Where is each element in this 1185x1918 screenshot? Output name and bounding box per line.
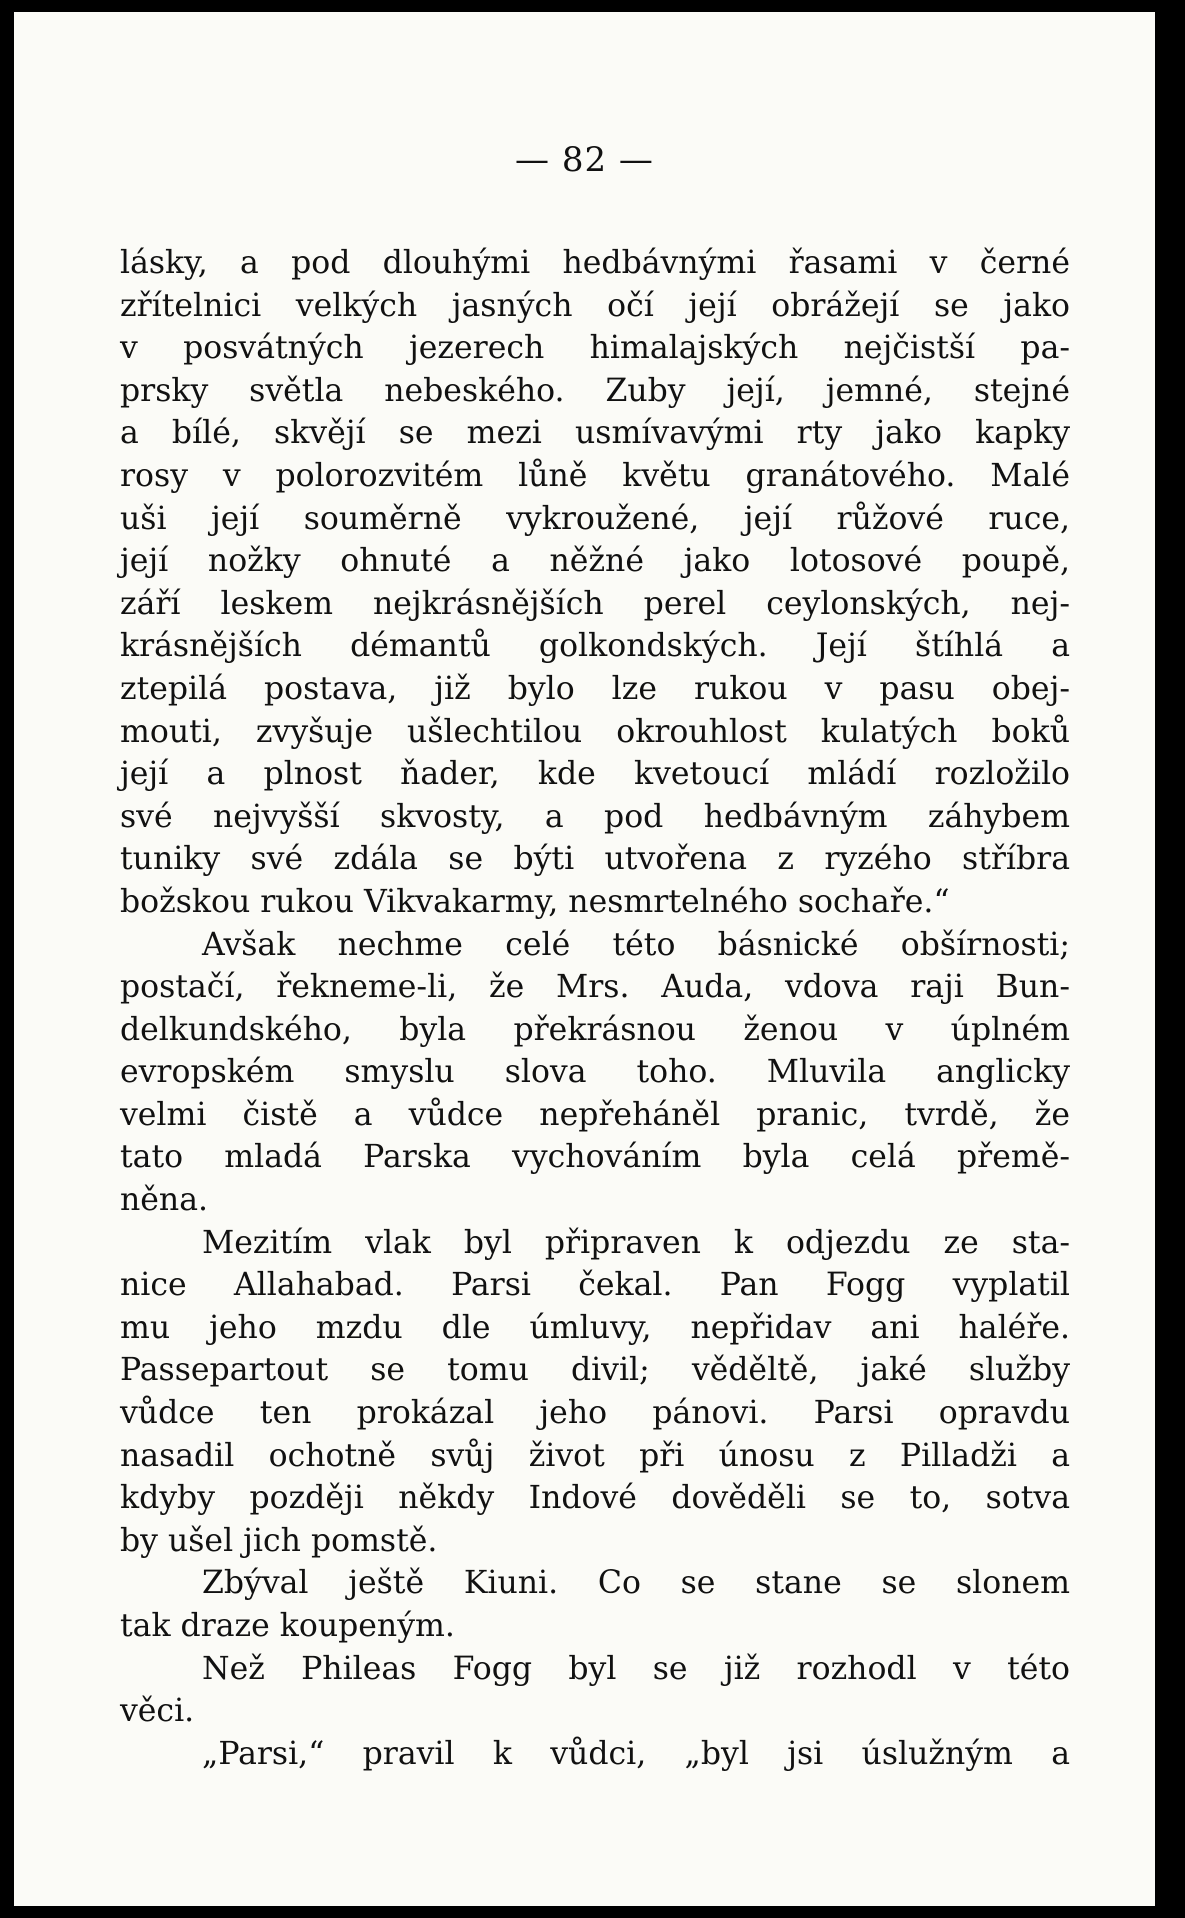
text-line: Passepartout se tomu divil; věděltě, jaké služby [120,1352,1070,1389]
text-line: mouti, zvyšuje ušlechtilou okrouhlost kulatých boků [120,713,1070,750]
text-line: evropském smyslu slova toho. Mluvila anglicky [120,1054,1070,1091]
text-line: „Parsi,“ pravil k vůdci, „byl jsi úslužným a [202,1735,1070,1772]
text-line: a bílé, skvějí se mezi usmívavými rty jako kapky [120,415,1070,452]
text-line: krásnějších démantů golkondských. Její štíhlá a [120,628,1070,665]
text-line: Zbýval ještě Kiuni. Co se stane se slonem [202,1565,1070,1602]
text-line: vůdce ten prokázal jeho pánovi. Parsi opravdu [120,1395,1070,1432]
text-line: uši její souměrně vykroužené, její růžové ruce, [120,500,1070,537]
text-line: kdyby později někdy Indové dověděli se to, sotva [120,1480,1070,1517]
text-line: velmi čistě a vůdce nepřeháněl pranic, tvrdě, že [120,1096,1070,1133]
text-line: září leskem nejkrásnějších perel ceylonských, nej- [120,585,1070,622]
text-line: delkundského, byla překrásnou ženou v úplném [120,1011,1070,1048]
text-line: její a plnost ňader, kde kvetoucí mládí rozložilo [120,756,1070,793]
text-line: božskou rukou Vikvakarmy, nesmrtelného sochaře.“ [120,883,950,920]
text-line: mu jeho mzdu dle úmluvy, nepřidav ani haléře. [120,1309,1070,1346]
text-line: tak draze koupeným. [120,1608,455,1644]
body-text [120,242,1070,1775]
text-line: v posvátných jezerech himalajských nejčistší pa- [120,330,1070,367]
text-line: tuniky své zdála se býti utvořena z ryzého stříbra [120,841,1070,878]
text-line: Avšak nechme celé této básnické obšírnosti; [202,926,1070,963]
text-line: něna. [120,1182,209,1219]
text-line: lásky, a pod dlouhými hedbávnými řasami v černé [120,245,1070,281]
text-line: své nejvyšší skvosty, a pod hedbávným záhybem [120,798,1070,835]
page-number: — 82 — [515,140,654,180]
text-line: Než Phileas Fogg byl se již rozhodl v této [202,1650,1070,1687]
text-line: Mezitím vlak byl připraven k odjezdu ze sta- [202,1224,1070,1261]
text-line: nasadil ochotně svůj život při únosu z Pilladži a [120,1437,1070,1474]
text-line: zřítelnici velkých jasných očí její obrážejí se jako [120,287,1070,324]
book-page [14,12,1155,1906]
text-line: rosy v polorozvitém lůně květu granátového. Malé [120,457,1070,494]
text-line: by ušel jich pomstě. [120,1522,438,1559]
text-line: věci. [120,1693,195,1730]
text-line: prsky světla nebeského. Zuby její, jemné, stejné [120,372,1070,409]
text-line: její nožky ohnuté a něžné jako lotosové poupě, [120,543,1070,580]
text-line: nice Allahabad. Parsi čekal. Pan Fogg vyplatil [120,1267,1070,1304]
text-line: ztepilá postava, již bylo lze rukou v pasu obej- [120,670,1070,707]
text-line: postačí, řekneme-li, že Mrs. Auda, vdova raji Bun- [120,969,1070,1006]
text-line: tato mladá Parska vychováním byla celá přemě- [120,1139,1070,1176]
